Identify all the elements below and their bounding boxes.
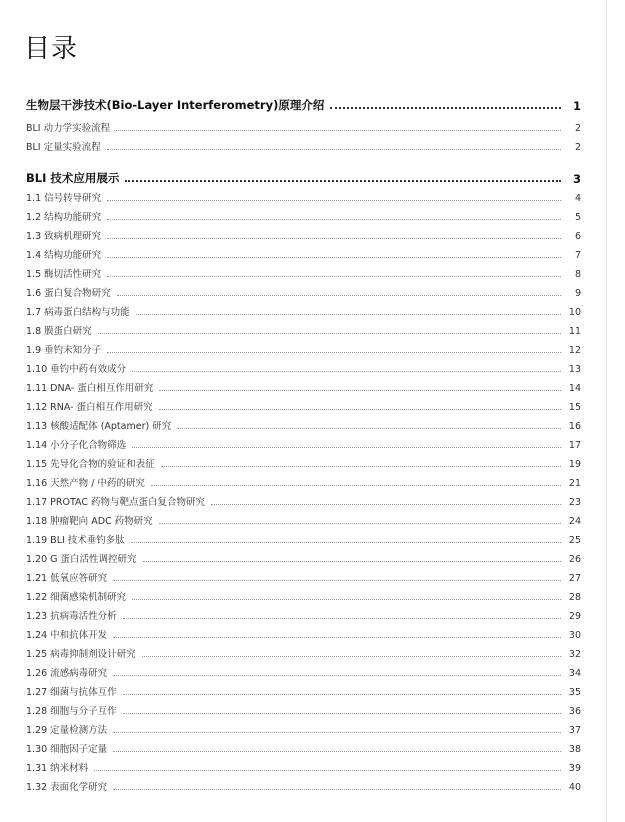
toc-entry-page: 14 bbox=[568, 383, 581, 394]
dot-leader bbox=[107, 238, 561, 239]
dot-leader bbox=[330, 107, 561, 109]
toc-entry-label: 1.31 纳米材料 bbox=[26, 763, 89, 774]
dot-leader bbox=[113, 637, 561, 638]
toc-entry[interactable] bbox=[26, 139, 581, 153]
dot-leader bbox=[143, 561, 561, 562]
toc-entry[interactable] bbox=[26, 228, 581, 242]
toc-entry[interactable] bbox=[26, 608, 581, 622]
toc-entry-page: 17 bbox=[568, 440, 581, 451]
dot-leader bbox=[159, 409, 561, 410]
toc-entry[interactable] bbox=[26, 589, 581, 603]
toc-entry-page: 15 bbox=[568, 402, 581, 413]
dot-leader bbox=[94, 770, 561, 771]
toc-entry[interactable] bbox=[26, 120, 581, 134]
toc-entry-label: 1.25 病毒抑制剂设计研究 bbox=[26, 649, 136, 660]
toc-entry[interactable] bbox=[26, 627, 581, 641]
toc-entry-page: 39 bbox=[568, 763, 581, 774]
toc-entry[interactable] bbox=[26, 665, 581, 679]
toc-entry-page: 5 bbox=[574, 212, 581, 223]
toc-entry[interactable] bbox=[26, 513, 581, 527]
toc-entry[interactable] bbox=[26, 646, 581, 660]
toc-entry-page: 38 bbox=[568, 744, 581, 755]
toc-entry-label: 1.11 DNA- 蛋白相互作用研究 bbox=[26, 383, 154, 394]
toc-entry-label: 1.32 表面化学研究 bbox=[26, 782, 108, 793]
toc-entry-label: 1.15 先导化合物的验证和表征 bbox=[26, 459, 155, 470]
toc-entry[interactable] bbox=[26, 456, 581, 470]
toc-entry-page: 7 bbox=[574, 250, 581, 261]
page-title: 目录 bbox=[24, 34, 79, 64]
toc-entry-label: 1.6 蛋白复合物研究 bbox=[26, 288, 111, 299]
toc-entry[interactable] bbox=[26, 779, 581, 793]
toc-entry-label: 1.18 肿瘤靶向 ADC 药物研究 bbox=[26, 516, 153, 527]
toc-entry-label: 1.9 垂钓未知分子 bbox=[26, 345, 102, 356]
dot-leader bbox=[177, 428, 561, 429]
toc-entry[interactable] bbox=[26, 304, 581, 318]
toc-entry-label: 1.17 PROTAC 药物与靶点蛋白复合物研究 bbox=[26, 497, 206, 508]
toc-entry[interactable] bbox=[26, 399, 581, 413]
toc-entry-label: 1.10 垂钓中药有效成分 bbox=[26, 364, 127, 375]
dot-leader bbox=[113, 675, 561, 676]
dot-leader bbox=[159, 390, 561, 391]
toc-entry[interactable] bbox=[26, 532, 581, 546]
toc-entry-label: 1.2 结构功能研究 bbox=[26, 212, 102, 223]
toc-entry[interactable] bbox=[26, 551, 581, 565]
toc-entry-page: 35 bbox=[568, 687, 581, 698]
toc-entry-page: 23 bbox=[568, 497, 581, 508]
toc-entry-label: 1.26 流感病毒研究 bbox=[26, 668, 108, 679]
dot-leader bbox=[123, 618, 561, 619]
toc-entry[interactable] bbox=[26, 380, 581, 394]
toc-entry-label: 1.3 致病机理研究 bbox=[26, 231, 102, 242]
toc-entry-label: 1.19 BLI 技术垂钓多肽 bbox=[26, 535, 125, 546]
dot-leader bbox=[113, 732, 561, 733]
toc-entry-page: 25 bbox=[568, 535, 581, 546]
toc-heading-page: 1 bbox=[572, 99, 581, 113]
toc-entry-label: 1.7 病毒蛋白结构与功能 bbox=[26, 307, 130, 318]
toc-entry[interactable] bbox=[26, 285, 581, 299]
toc-entry-label: 1.4 结构功能研究 bbox=[26, 250, 102, 261]
toc-entry-label: BLI 动力学实验流程 bbox=[26, 123, 111, 134]
toc-entry[interactable] bbox=[26, 323, 581, 337]
toc-entry-label: 1.22 细菌感染机制研究 bbox=[26, 592, 127, 603]
toc-entry[interactable] bbox=[26, 570, 581, 584]
dot-leader bbox=[125, 180, 561, 182]
toc-entry-label: 1.1 信号转导研究 bbox=[26, 193, 102, 204]
toc-heading-page: 3 bbox=[572, 172, 581, 186]
toc-entry-page: 27 bbox=[568, 573, 581, 584]
toc-entry-label: 1.12 RNA- 蛋白相互作用研究 bbox=[26, 402, 153, 413]
toc-entry-page: 36 bbox=[568, 706, 581, 717]
toc-entry[interactable] bbox=[26, 361, 581, 375]
toc-entry-label: 1.21 低氧应答研究 bbox=[26, 573, 108, 584]
toc-entry[interactable] bbox=[26, 437, 581, 451]
toc-entry-page: 12 bbox=[568, 345, 581, 356]
dot-leader bbox=[107, 200, 561, 201]
toc-entry[interactable] bbox=[26, 475, 581, 489]
toc-entry-label: 1.8 膜蛋白研究 bbox=[26, 326, 92, 337]
dot-leader bbox=[123, 713, 561, 714]
toc-entry-page: 16 bbox=[568, 421, 581, 432]
toc-entry-page: 11 bbox=[568, 326, 581, 337]
dot-leader bbox=[107, 149, 561, 150]
toc-entry-page: 26 bbox=[568, 554, 581, 565]
toc-entry-label: BLI 定量实验流程 bbox=[26, 142, 101, 153]
dot-leader bbox=[132, 599, 561, 600]
dot-leader bbox=[136, 314, 561, 315]
toc-entry-page: 24 bbox=[568, 516, 581, 527]
toc-entry[interactable] bbox=[26, 266, 581, 280]
dot-leader bbox=[113, 751, 561, 752]
toc-entry-page: 2 bbox=[574, 123, 581, 134]
toc-entry-page: 6 bbox=[574, 231, 581, 242]
toc-entry-label: 1.24 中和抗体开发 bbox=[26, 630, 108, 641]
toc-entry[interactable] bbox=[26, 760, 581, 774]
dot-leader bbox=[107, 276, 561, 277]
toc-entry-page: 21 bbox=[568, 478, 581, 489]
toc-entry[interactable] bbox=[26, 684, 581, 698]
dot-leader bbox=[113, 789, 561, 790]
toc-entry[interactable] bbox=[26, 494, 581, 508]
toc-heading-label: 生物层干涉技术(Bio-Layer Interferometry)原理介绍 bbox=[26, 98, 325, 112]
toc-entry[interactable] bbox=[26, 418, 581, 432]
dot-leader bbox=[117, 295, 561, 296]
toc-entry-label: 1.5 酶切活性研究 bbox=[26, 269, 102, 280]
toc-entry[interactable] bbox=[26, 703, 581, 717]
toc-heading-label: BLI 技术应用展示 bbox=[26, 171, 120, 185]
toc-entry[interactable] bbox=[26, 247, 581, 261]
toc-entry-page: 40 bbox=[568, 782, 581, 793]
dot-leader bbox=[98, 333, 561, 334]
dot-leader bbox=[107, 352, 561, 353]
dot-leader bbox=[211, 504, 561, 505]
dot-leader bbox=[161, 466, 561, 467]
toc-entry-label: 1.13 核酸适配体 (Aptamer) 研究 bbox=[26, 421, 172, 432]
dot-leader bbox=[132, 447, 561, 448]
toc-entry-page: 19 bbox=[568, 459, 581, 470]
dot-leader bbox=[107, 257, 561, 258]
toc-entry-label: 1.28 细胞与分子互作 bbox=[26, 706, 117, 717]
toc-entry-page: 2 bbox=[574, 142, 581, 153]
toc-entry[interactable] bbox=[26, 209, 581, 223]
toc-entry-label: 1.14 小分子化合物筛选 bbox=[26, 440, 127, 451]
dot-leader bbox=[116, 130, 561, 131]
toc-entry-label: 1.16 天然产物 / 中药的研究 bbox=[26, 478, 145, 489]
toc-entry-label: 1.30 细胞因子定量 bbox=[26, 744, 108, 755]
dot-leader bbox=[132, 371, 561, 372]
toc-entry-page: 4 bbox=[574, 193, 581, 204]
toc-entry[interactable] bbox=[26, 741, 581, 755]
toc-entry-page: 13 bbox=[568, 364, 581, 375]
dot-leader bbox=[107, 219, 561, 220]
toc-entry-page: 8 bbox=[574, 269, 581, 280]
toc-entry-label: 1.23 抗病毒活性分析 bbox=[26, 611, 117, 622]
toc-entry-label: 1.27 细菌与抗体互作 bbox=[26, 687, 117, 698]
toc-section-heading[interactable] bbox=[26, 97, 581, 113]
dot-leader bbox=[113, 580, 561, 581]
dot-leader bbox=[151, 485, 561, 486]
toc-entry[interactable] bbox=[26, 342, 581, 356]
toc-entry-page: 28 bbox=[568, 592, 581, 603]
toc-entry[interactable] bbox=[26, 722, 581, 736]
toc-entry-page: 32 bbox=[568, 649, 581, 660]
toc-entry-page: 30 bbox=[568, 630, 581, 641]
toc-section-heading[interactable] bbox=[26, 170, 581, 186]
toc-entry[interactable] bbox=[26, 190, 581, 204]
page-edge-divider bbox=[606, 0, 607, 822]
toc-entry-page: 10 bbox=[568, 307, 581, 318]
toc-entry-page: 34 bbox=[568, 668, 581, 679]
dot-leader bbox=[142, 656, 561, 657]
toc-entry-page: 29 bbox=[568, 611, 581, 622]
toc-entry-label: 1.20 G 蛋白活性调控研究 bbox=[26, 554, 137, 565]
dot-leader bbox=[159, 523, 561, 524]
dot-leader bbox=[131, 542, 561, 543]
toc-entry-page: 37 bbox=[568, 725, 581, 736]
toc-entry-page: 9 bbox=[574, 288, 581, 299]
toc-entry-label: 1.29 定量检测方法 bbox=[26, 725, 108, 736]
dot-leader bbox=[123, 694, 561, 695]
